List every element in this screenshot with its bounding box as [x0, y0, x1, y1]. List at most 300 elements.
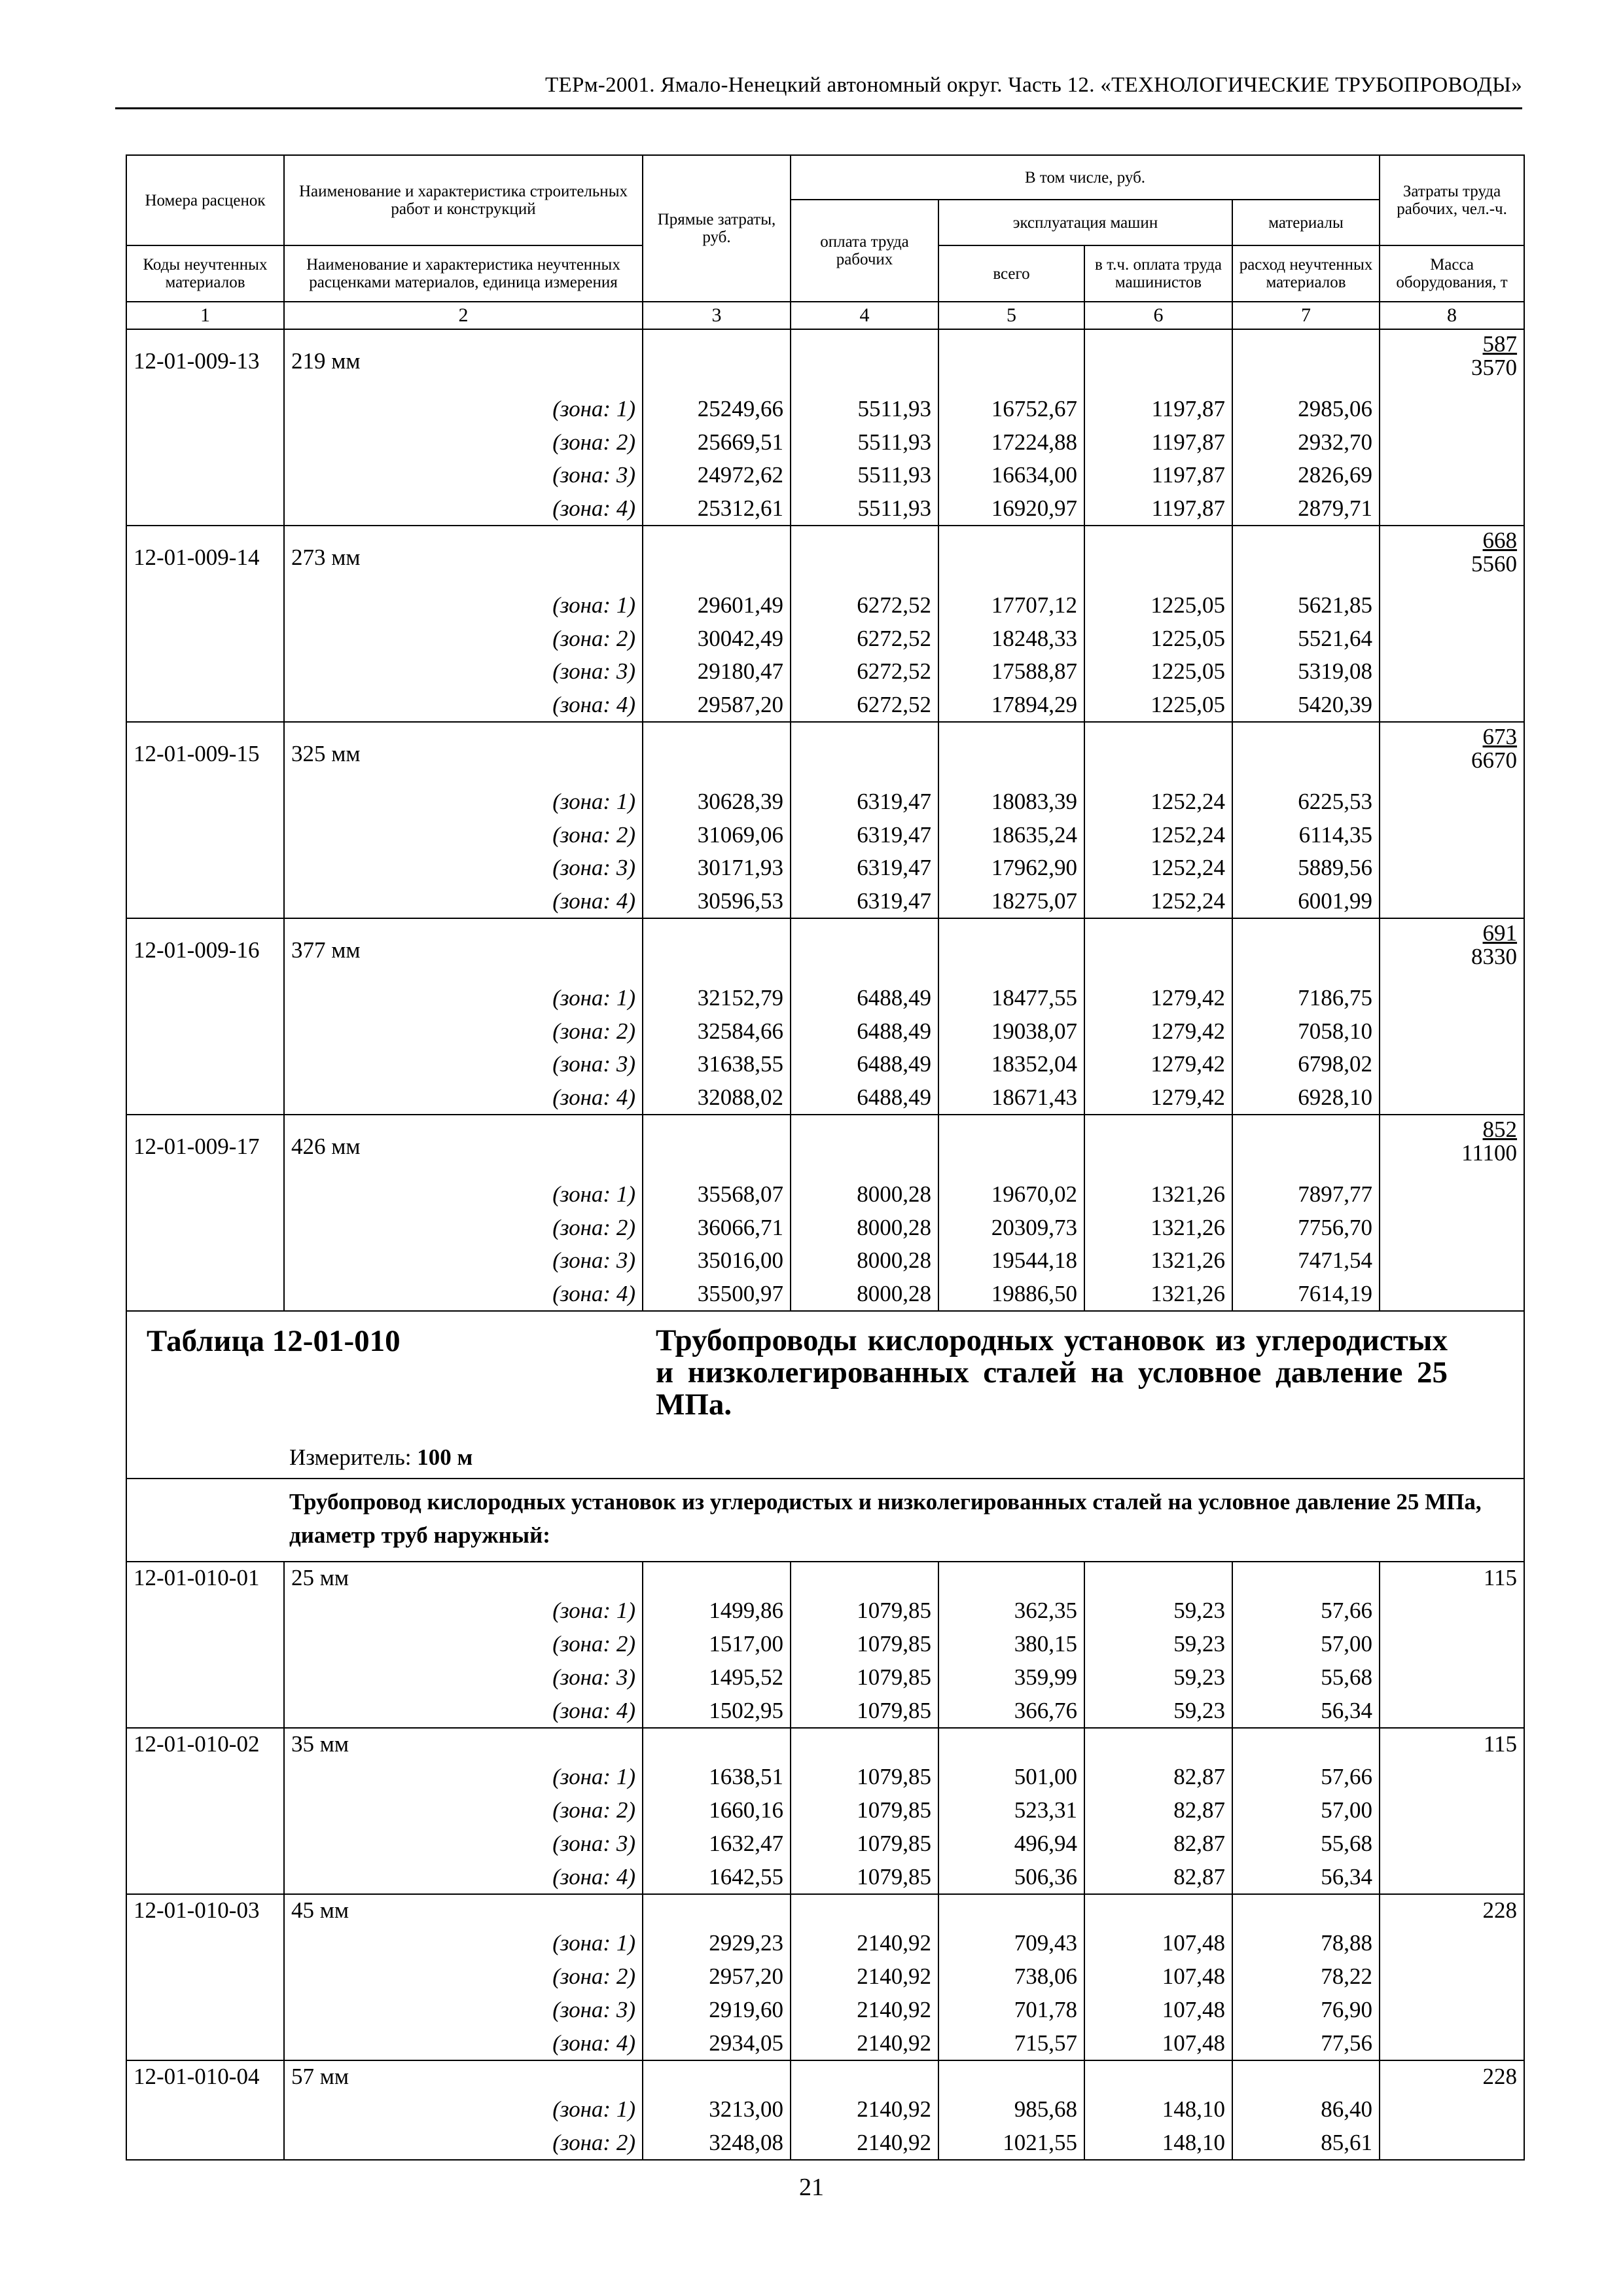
wages: 6488,49 [791, 1015, 938, 1049]
zone-label: (зона: 3) [284, 655, 643, 689]
materials: 55,68 [1232, 1660, 1380, 1694]
measure-unit [289, 1441, 473, 1475]
machines-total: 362,35 [938, 1594, 1084, 1627]
empty-cell [1380, 1015, 1524, 1049]
equipment-mass: 8330 [1471, 944, 1518, 969]
empty-cell [938, 1894, 1084, 1926]
materials: 57,66 [1232, 1760, 1380, 1793]
empty-cell [126, 1178, 284, 1211]
direct-cost: 36066,71 [643, 1211, 791, 1245]
labor-fraction [1471, 919, 1517, 969]
direct-cost: 1499,86 [643, 1594, 791, 1627]
zone-label: (зона: 2) [284, 1793, 643, 1827]
wages: 1079,85 [791, 1660, 938, 1694]
empty-cell [643, 1115, 791, 1178]
pipe-diameter: 377 мм [284, 918, 643, 982]
empty-cell [1084, 526, 1232, 589]
machinist-wages: 1225,05 [1084, 655, 1232, 689]
machines-total: 18635,24 [938, 819, 1084, 852]
rate-group [126, 1115, 1524, 1311]
materials: 56,34 [1232, 1694, 1380, 1728]
zone-row [126, 1860, 1524, 1894]
materials: 5420,39 [1232, 689, 1380, 723]
empty-cell [126, 426, 284, 459]
materials: 2826,69 [1232, 459, 1380, 492]
zone-row [126, 1015, 1524, 1049]
empty-cell [1380, 2026, 1524, 2060]
empty-cell [126, 689, 284, 723]
machines-total: 523,31 [938, 1793, 1084, 1827]
empty-cell [1232, 1894, 1380, 1926]
empty-cell [1380, 1760, 1524, 1793]
empty-cell [1380, 1827, 1524, 1860]
pipe-diameter: 35 мм [284, 1728, 643, 1760]
zone-row [126, 1211, 1524, 1245]
empty-cell [1380, 2092, 1524, 2126]
zone-label: (зона: 1) [284, 982, 643, 1015]
empty-cell [1232, 2060, 1380, 2092]
table-description: Трубопроводы кислородных установок из углеродистых и низколегированных сталей на условное давление 25 МПа. [656, 1323, 1448, 1422]
empty-cell [938, 1115, 1084, 1178]
head-work-name: Наименование и характеристика строительных работ и конструкций [284, 155, 643, 245]
empty-cell [643, 1894, 791, 1926]
empty-cell [1380, 1960, 1524, 1993]
machines-total: 19670,02 [938, 1178, 1084, 1211]
machinist-wages: 107,48 [1084, 1960, 1232, 1993]
empty-cell [791, 1728, 938, 1760]
empty-cell [126, 819, 284, 852]
zone-label: (зона: 3) [284, 1827, 643, 1860]
zone-label: (зона: 3) [284, 459, 643, 492]
zone-row [126, 885, 1524, 919]
direct-cost: 2929,23 [643, 1926, 791, 1960]
rate-code: 12-01-010-02 [126, 1728, 284, 1760]
empty-cell [126, 1081, 284, 1115]
zone-row [126, 1694, 1524, 1728]
empty-cell [126, 2026, 284, 2060]
zone-label: (зона: 2) [284, 1015, 643, 1049]
zone-label: (зона: 2) [284, 819, 643, 852]
empty-cell [1084, 2060, 1232, 2092]
wages: 8000,28 [791, 1211, 938, 1245]
empty-cell [643, 1562, 791, 1594]
empty-cell [938, 722, 1084, 785]
direct-cost: 2957,20 [643, 1960, 791, 1993]
zone-row [126, 1993, 1524, 2026]
zone-row [126, 1760, 1524, 1793]
labor-hours: 668 [1482, 528, 1518, 553]
empty-cell [1232, 722, 1380, 785]
empty-cell [126, 1960, 284, 1993]
empty-cell [1380, 1660, 1524, 1694]
empty-cell [1380, 852, 1524, 885]
empty-cell [938, 1562, 1084, 1594]
zone-row [126, 1244, 1524, 1278]
zone-label: (зона: 4) [284, 2026, 643, 2060]
zone-row [126, 492, 1524, 526]
direct-cost: 25249,66 [643, 393, 791, 426]
wages: 5511,93 [791, 492, 938, 526]
empty-cell [1380, 655, 1524, 689]
wages: 6488,49 [791, 1048, 938, 1081]
rate-code: 12-01-009-17 [126, 1115, 284, 1178]
labor-hours: 691 [1482, 920, 1518, 946]
direct-cost: 1638,51 [643, 1760, 791, 1793]
rate-group [126, 918, 1524, 1115]
head-material-codes: Коды неучтенных материалов [126, 245, 284, 302]
zone-row [126, 1178, 1524, 1211]
head-labor-costs: Затраты труда рабочих, чел.-ч. [1380, 155, 1524, 245]
zone-label: (зона: 1) [284, 1760, 643, 1793]
empty-cell [126, 589, 284, 622]
empty-cell [1380, 426, 1524, 459]
empty-cell [126, 982, 284, 1015]
zone-label: (зона: 3) [284, 852, 643, 885]
zone-row [126, 1278, 1524, 1312]
zone-row [126, 1048, 1524, 1081]
rate-group [126, 722, 1524, 918]
empty-cell [791, 1894, 938, 1926]
wages: 1079,85 [791, 1694, 938, 1728]
materials: 2932,70 [1232, 426, 1380, 459]
materials: 85,61 [1232, 2126, 1380, 2160]
materials: 7897,77 [1232, 1178, 1380, 1211]
wages: 5511,93 [791, 393, 938, 426]
machines-total: 16920,97 [938, 492, 1084, 526]
wages: 2140,92 [791, 2092, 938, 2126]
wages: 6272,52 [791, 622, 938, 656]
direct-cost: 2919,60 [643, 1993, 791, 2026]
labor-cost-cell [1380, 526, 1524, 589]
wages: 6319,47 [791, 819, 938, 852]
machinist-wages: 1321,26 [1084, 1278, 1232, 1312]
machines-total: 18248,33 [938, 622, 1084, 656]
empty-cell [1232, 526, 1380, 589]
machines-total: 985,68 [938, 2092, 1084, 2126]
column-number: 4 [791, 302, 938, 329]
machinist-wages: 1279,42 [1084, 1015, 1232, 1049]
machinist-wages: 82,87 [1084, 1860, 1232, 1894]
empty-cell [1380, 1627, 1524, 1660]
direct-cost: 1502,95 [643, 1694, 791, 1728]
empty-cell [1380, 785, 1524, 819]
empty-cell [126, 459, 284, 492]
empty-cell [126, 1278, 284, 1312]
empty-cell [126, 1993, 284, 2026]
zone-row [126, 1827, 1524, 1860]
empty-cell [1084, 329, 1232, 393]
direct-cost: 32152,79 [643, 982, 791, 1015]
machines-total: 18477,55 [938, 982, 1084, 1015]
direct-cost: 3213,00 [643, 2092, 791, 2126]
empty-cell [643, 329, 791, 393]
machines-total: 17224,88 [938, 426, 1084, 459]
wages: 2140,92 [791, 2026, 938, 2060]
equipment-mass: 6670 [1471, 747, 1518, 773]
wages: 2140,92 [791, 1926, 938, 1960]
empty-cell [126, 492, 284, 526]
materials: 6001,99 [1232, 885, 1380, 919]
rate-group [126, 2060, 1524, 2160]
empty-cell [1380, 1178, 1524, 1211]
empty-cell [1380, 2126, 1524, 2160]
empty-cell [1380, 622, 1524, 656]
machines-total: 17962,90 [938, 852, 1084, 885]
empty-cell [938, 329, 1084, 393]
direct-cost: 31069,06 [643, 819, 791, 852]
head-machinist-wages: в т.ч. оплата труда машинистов [1084, 245, 1232, 302]
machines-total: 16752,67 [938, 393, 1084, 426]
wages: 5511,93 [791, 426, 938, 459]
zone-row [126, 819, 1524, 852]
machinist-wages: 1225,05 [1084, 589, 1232, 622]
empty-cell [1380, 393, 1524, 426]
materials: 7058,10 [1232, 1015, 1380, 1049]
materials: 5319,08 [1232, 655, 1380, 689]
machinist-wages: 82,87 [1084, 1760, 1232, 1793]
zone-label: (зона: 1) [284, 393, 643, 426]
materials: 6928,10 [1232, 1081, 1380, 1115]
rate-row [126, 1115, 1524, 1178]
zone-label: (зона: 4) [284, 1081, 643, 1115]
measure-value: 100 м [417, 1444, 473, 1470]
pipe-diameter: 25 мм [284, 1562, 643, 1594]
table-subheading: Трубопровод кислородных установок из углеродистых и низколегированных сталей на условное давление 25 МПа, диаметр труб наружный: [126, 1479, 1524, 1562]
head-machine-operation: эксплуатация машин [938, 200, 1232, 245]
zone-row [126, 1793, 1524, 1827]
machines-total: 709,43 [938, 1926, 1084, 1960]
machinist-wages: 107,48 [1084, 2026, 1232, 2060]
machines-total: 1021,55 [938, 2126, 1084, 2160]
rate-row [126, 526, 1524, 589]
equipment-mass: 5560 [1471, 551, 1518, 577]
empty-cell [1380, 492, 1524, 526]
direct-cost: 1660,16 [643, 1793, 791, 1827]
materials: 57,66 [1232, 1594, 1380, 1627]
rate-group [126, 526, 1524, 722]
direct-cost: 30628,39 [643, 785, 791, 819]
zone-label: (зона: 1) [284, 589, 643, 622]
empty-cell [1232, 329, 1380, 393]
equipment-mass: 3570 [1471, 355, 1518, 380]
rate-group [126, 329, 1524, 526]
zone-label: (зона: 4) [284, 492, 643, 526]
empty-cell [1232, 918, 1380, 982]
zone-label: (зона: 2) [284, 2126, 643, 2160]
direct-cost: 31638,55 [643, 1048, 791, 1081]
labor-cost-cell [1380, 722, 1524, 785]
empty-cell [126, 1048, 284, 1081]
running-header: ТЕРм-2001. Ямало-Ненецкий автономный округ. Часть 12. «ТЕХНОЛОГИЧЕСКИЕ ТРУБОПРОВОДЫ» [545, 73, 1522, 97]
wages: 6272,52 [791, 655, 938, 689]
direct-cost: 1517,00 [643, 1627, 791, 1660]
materials: 7756,70 [1232, 1211, 1380, 1245]
zone-row [126, 2126, 1524, 2160]
labor-cost-cell [1380, 329, 1524, 393]
rate-row [126, 918, 1524, 982]
measure-label: Измеритель: [289, 1444, 412, 1470]
machinist-wages: 59,23 [1084, 1694, 1232, 1728]
materials: 77,56 [1232, 2026, 1380, 2060]
materials: 5521,64 [1232, 622, 1380, 656]
wages: 6319,47 [791, 785, 938, 819]
zone-row [126, 2026, 1524, 2060]
machines-total: 380,15 [938, 1627, 1084, 1660]
zone-label: (зона: 2) [284, 1960, 643, 1993]
direct-cost: 1632,47 [643, 1827, 791, 1860]
table-title: Таблица 12-01-010 [147, 1324, 401, 1358]
zone-row [126, 1594, 1524, 1627]
empty-cell [126, 655, 284, 689]
materials: 2879,71 [1232, 492, 1380, 526]
column-number: 5 [938, 302, 1084, 329]
empty-cell [126, 622, 284, 656]
zone-row [126, 459, 1524, 492]
empty-cell [938, 526, 1084, 589]
pipe-diameter: 273 мм [284, 526, 643, 589]
direct-cost: 35568,07 [643, 1178, 791, 1211]
labor-fraction [1471, 723, 1517, 772]
direct-cost: 24972,62 [643, 459, 791, 492]
machines-total: 701,78 [938, 1993, 1084, 2026]
machines-total: 19886,50 [938, 1278, 1084, 1312]
machines-total: 501,00 [938, 1760, 1084, 1793]
empty-cell [1380, 1048, 1524, 1081]
direct-cost: 35016,00 [643, 1244, 791, 1278]
materials: 7614,19 [1232, 1278, 1380, 1312]
zone-label: (зона: 4) [284, 1860, 643, 1894]
column-number: 3 [643, 302, 791, 329]
wages: 6488,49 [791, 982, 938, 1015]
empty-cell [126, 1827, 284, 1860]
empty-cell [938, 2060, 1084, 2092]
zone-row [126, 785, 1524, 819]
labor-hours: 228 [1380, 2060, 1524, 2092]
direct-cost: 29601,49 [643, 589, 791, 622]
empty-cell [1380, 1244, 1524, 1278]
zone-label: (зона: 4) [284, 1694, 643, 1728]
machines-total: 366,76 [938, 1694, 1084, 1728]
empty-cell [1084, 1728, 1232, 1760]
rate-row [126, 722, 1524, 785]
empty-cell [643, 2060, 791, 2092]
zone-label: (зона: 1) [284, 1594, 643, 1627]
empty-cell [1232, 1728, 1380, 1760]
zone-row [126, 1627, 1524, 1660]
pipe-diameter: 426 мм [284, 1115, 643, 1178]
machinist-wages: 1321,26 [1084, 1178, 1232, 1211]
machinist-wages: 148,10 [1084, 2126, 1232, 2160]
direct-cost: 30171,93 [643, 852, 791, 885]
rate-row [126, 1728, 1524, 1760]
materials: 5889,56 [1232, 852, 1380, 885]
wages: 1079,85 [791, 1860, 938, 1894]
zone-label: (зона: 1) [284, 1178, 643, 1211]
machinist-wages: 1252,24 [1084, 819, 1232, 852]
materials: 78,22 [1232, 1960, 1380, 1993]
labor-fraction [1471, 526, 1517, 576]
zone-label: (зона: 3) [284, 1993, 643, 2026]
wages: 8000,28 [791, 1178, 938, 1211]
materials: 6798,02 [1232, 1048, 1380, 1081]
empty-cell [791, 1115, 938, 1178]
empty-cell [1084, 1894, 1232, 1926]
empty-cell [1380, 589, 1524, 622]
zone-label: (зона: 4) [284, 885, 643, 919]
machinist-wages: 1225,05 [1084, 689, 1232, 723]
empty-cell [126, 1015, 284, 1049]
pipe-diameter: 57 мм [284, 2060, 643, 2092]
empty-cell [126, 1793, 284, 1827]
machinist-wages: 59,23 [1084, 1660, 1232, 1694]
materials: 76,90 [1232, 1993, 1380, 2026]
machines-total: 18352,04 [938, 1048, 1084, 1081]
machines-total: 18275,07 [938, 885, 1084, 919]
materials: 2985,06 [1232, 393, 1380, 426]
wages: 1079,85 [791, 1627, 938, 1660]
machinist-wages: 1252,24 [1084, 785, 1232, 819]
machines-total: 18083,39 [938, 785, 1084, 819]
price-table [126, 154, 1525, 2161]
zone-row [126, 2092, 1524, 2126]
wages: 1079,85 [791, 1827, 938, 1860]
zone-row [126, 852, 1524, 885]
rate-code: 12-01-010-01 [126, 1562, 284, 1594]
empty-cell [1380, 1860, 1524, 1894]
wages: 2140,92 [791, 1960, 938, 1993]
labor-hours: 587 [1482, 331, 1518, 357]
labor-hours: 115 [1380, 1562, 1524, 1594]
machines-total: 17707,12 [938, 589, 1084, 622]
wages: 5511,93 [791, 459, 938, 492]
zone-row [126, 982, 1524, 1015]
materials: 78,88 [1232, 1926, 1380, 1960]
rate-row [126, 2060, 1524, 2092]
empty-cell [1380, 1694, 1524, 1728]
direct-cost: 29587,20 [643, 689, 791, 723]
materials: 56,34 [1232, 1860, 1380, 1894]
machinist-wages: 1252,24 [1084, 885, 1232, 919]
empty-cell [1380, 1278, 1524, 1312]
empty-cell [126, 1594, 284, 1627]
empty-cell [643, 1728, 791, 1760]
empty-cell [791, 2060, 938, 2092]
empty-cell [126, 2126, 284, 2160]
machines-total: 19038,07 [938, 1015, 1084, 1049]
zone-row [126, 1960, 1524, 1993]
direct-cost: 29180,47 [643, 655, 791, 689]
zone-row [126, 393, 1524, 426]
empty-cell [126, 1211, 284, 1245]
zone-row [126, 1081, 1524, 1115]
empty-cell [791, 722, 938, 785]
rate-group [126, 1728, 1524, 1894]
rate-code: 12-01-010-03 [126, 1894, 284, 1926]
wages: 6319,47 [791, 885, 938, 919]
machines-total: 715,57 [938, 2026, 1084, 2060]
wages: 6272,52 [791, 589, 938, 622]
empty-cell [126, 852, 284, 885]
empty-cell [791, 526, 938, 589]
empty-cell [791, 918, 938, 982]
empty-cell [1084, 1562, 1232, 1594]
table-12-01-010-heading [126, 1311, 1524, 1562]
direct-cost: 30596,53 [643, 885, 791, 919]
materials: 5621,85 [1232, 589, 1380, 622]
materials: 57,00 [1232, 1793, 1380, 1827]
head-including: В том числе, руб. [791, 155, 1380, 200]
empty-cell [1380, 1211, 1524, 1245]
